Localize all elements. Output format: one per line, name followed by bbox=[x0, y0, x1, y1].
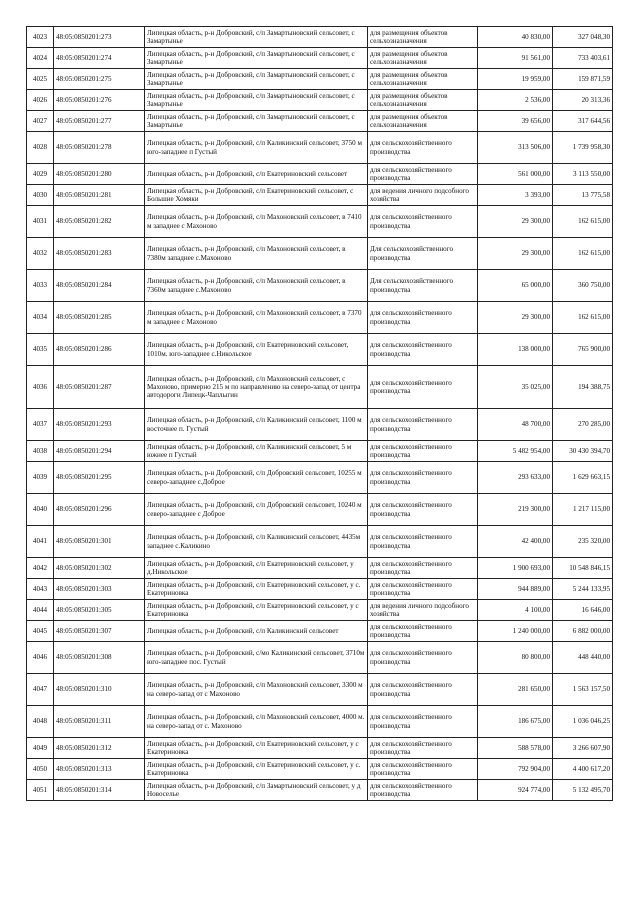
table-row bbox=[27, 111, 613, 132]
permitted-use: для сельскохозяйственного производства bbox=[368, 621, 478, 642]
address: Липецкая область, р-н Добровский, с/п Добровский сельсовет, 10255 м северо-западнее с.Доброе bbox=[145, 462, 368, 494]
table-row bbox=[27, 526, 613, 558]
address: Липецкая область, р-н Добровский, с/п Махоновский сельсовет, в 7370 м западнее с Махоново bbox=[145, 302, 368, 334]
row-number: 4046 bbox=[27, 642, 54, 674]
permitted-use: для сельскохозяйственного производства bbox=[368, 579, 478, 600]
cadastral-number: 48:05:0850201:303 bbox=[54, 579, 145, 600]
permitted-use: Для сельскохозяйственного производства bbox=[368, 270, 478, 302]
address: Липецкая область, р-н Добровский, с/п Махоновский сельсовет, 4000 м. на северо-запад от с. Махоново bbox=[145, 706, 368, 738]
cadastral-number: 48:05:0850201:301 bbox=[54, 526, 145, 558]
cadastral-number: 48:05:0850201:274 bbox=[54, 48, 145, 69]
cadastral-number: 48:05:0850201:314 bbox=[54, 780, 145, 801]
cadastral-cost: 733 403,61 bbox=[553, 48, 613, 69]
table-row bbox=[27, 759, 613, 780]
address: Липецкая область, р-н Добровский, с/п Замартыновский сельсовет, с Замартынье bbox=[145, 48, 368, 69]
area-value: 80 800,00 bbox=[478, 642, 553, 674]
area-value: 40 830,00 bbox=[478, 27, 553, 48]
cadastral-number: 48:05:0850201:295 bbox=[54, 462, 145, 494]
row-number: 4032 bbox=[27, 238, 54, 270]
cadastral-cost: 194 388,75 bbox=[553, 366, 613, 409]
cadastral-cost: 162 615,00 bbox=[553, 206, 613, 238]
address: Липецкая область, р-н Добровский, с/п Замартыновский сельсовет, с Замартынье bbox=[145, 111, 368, 132]
permitted-use: для сельскохозяйственного производства bbox=[368, 780, 478, 801]
cadastral-number: 48:05:0850201:277 bbox=[54, 111, 145, 132]
cadastral-number: 48:05:0850201:294 bbox=[54, 441, 145, 462]
address: Липецкая область, р-н Добровский, с/п Екатериновский сельсовет bbox=[145, 164, 368, 185]
cadastral-number: 48:05:0850201:305 bbox=[54, 600, 145, 621]
address: Липецкая область, р-н Добровский, с/мо Каликинский сельсовет, 3710м юго-западнее пос. Густый bbox=[145, 642, 368, 674]
address: Липецкая область, р-н Добровский, с/п Махоновский сельсовет, в 7360м западнее с.Махоново bbox=[145, 270, 368, 302]
row-number: 4039 bbox=[27, 462, 54, 494]
row-number: 4042 bbox=[27, 558, 54, 579]
row-number: 4035 bbox=[27, 334, 54, 366]
cadastral-cost: 1 036 046,25 bbox=[553, 706, 613, 738]
cadastral-cost: 3 113 550,00 bbox=[553, 164, 613, 185]
area-value: 219 300,00 bbox=[478, 494, 553, 526]
area-value: 5 482 954,00 bbox=[478, 441, 553, 462]
table-row bbox=[27, 674, 613, 706]
address: Липецкая область, р-н Добровский, с/п Махоновский сельсовет, в 7410 м западнее с Махоново bbox=[145, 206, 368, 238]
table-row bbox=[27, 441, 613, 462]
cadastral-cost: 13 775,58 bbox=[553, 185, 613, 206]
address: Липецкая область, р-н Добровский, с/п Замартыновский сельсовет, с Замартынье bbox=[145, 90, 368, 111]
table-row bbox=[27, 706, 613, 738]
cadastral-number: 48:05:0850201:275 bbox=[54, 69, 145, 90]
area-value: 29 300,00 bbox=[478, 238, 553, 270]
area-value: 1 900 693,00 bbox=[478, 558, 553, 579]
cadastral-cost: 16 646,00 bbox=[553, 600, 613, 621]
table-row bbox=[27, 558, 613, 579]
address: Липецкая область, р-н Добровский, с/п Екатериновский сельсовет, у с Екатериновка bbox=[145, 600, 368, 621]
table-row bbox=[27, 69, 613, 90]
row-number: 4038 bbox=[27, 441, 54, 462]
row-number: 4024 bbox=[27, 48, 54, 69]
cadastral-cost: 5 132 495,70 bbox=[553, 780, 613, 801]
row-number: 4033 bbox=[27, 270, 54, 302]
permitted-use: для сельскохозяйственного производства bbox=[368, 759, 478, 780]
table-row bbox=[27, 738, 613, 759]
table-row bbox=[27, 132, 613, 164]
cadastral-table bbox=[26, 26, 613, 801]
cadastral-cost: 1 629 663,15 bbox=[553, 462, 613, 494]
table-row bbox=[27, 366, 613, 409]
table-row bbox=[27, 238, 613, 270]
area-value: 1 240 000,00 bbox=[478, 621, 553, 642]
cadastral-cost: 1 563 157,50 bbox=[553, 674, 613, 706]
area-value: 293 633,00 bbox=[478, 462, 553, 494]
permitted-use: для размещения объектов сельхозназначения bbox=[368, 111, 478, 132]
permitted-use: для сельскохозяйственного производства bbox=[368, 334, 478, 366]
area-value: 35 025,00 bbox=[478, 366, 553, 409]
cadastral-cost: 30 430 394,70 bbox=[553, 441, 613, 462]
cadastral-cost: 1 217 115,00 bbox=[553, 494, 613, 526]
cadastral-cost: 765 900,00 bbox=[553, 334, 613, 366]
cadastral-cost: 360 750,00 bbox=[553, 270, 613, 302]
table-row bbox=[27, 462, 613, 494]
area-value: 281 650,00 bbox=[478, 674, 553, 706]
permitted-use: для сельскохозяйственного производства bbox=[368, 706, 478, 738]
row-number: 4036 bbox=[27, 366, 54, 409]
cadastral-number: 48:05:0850201:281 bbox=[54, 185, 145, 206]
cadastral-number: 48:05:0850201:312 bbox=[54, 738, 145, 759]
table-row bbox=[27, 27, 613, 48]
area-value: 138 000,00 bbox=[478, 334, 553, 366]
table-row bbox=[27, 494, 613, 526]
cadastral-cost: 162 615,00 bbox=[553, 302, 613, 334]
row-number: 4026 bbox=[27, 90, 54, 111]
permitted-use: для сельскохозяйственного производства bbox=[368, 206, 478, 238]
area-value: 3 393,00 bbox=[478, 185, 553, 206]
row-number: 4028 bbox=[27, 132, 54, 164]
cadastral-number: 48:05:0850201:273 bbox=[54, 27, 145, 48]
row-number: 4040 bbox=[27, 494, 54, 526]
cadastral-cost: 159 871,59 bbox=[553, 69, 613, 90]
cadastral-cost: 20 313,36 bbox=[553, 90, 613, 111]
cadastral-number: 48:05:0850201:278 bbox=[54, 132, 145, 164]
address: Липецкая область, р-н Добровский, с/п Каликинский сельсовет, 5 м южнее п Густый bbox=[145, 441, 368, 462]
area-value: 48 700,00 bbox=[478, 409, 553, 441]
row-number: 4043 bbox=[27, 579, 54, 600]
cadastral-cost: 270 285,00 bbox=[553, 409, 613, 441]
area-value: 944 889,00 bbox=[478, 579, 553, 600]
table-row bbox=[27, 90, 613, 111]
cadastral-number: 48:05:0850201:313 bbox=[54, 759, 145, 780]
area-value: 39 656,00 bbox=[478, 111, 553, 132]
area-value: 186 675,00 bbox=[478, 706, 553, 738]
cadastral-number: 48:05:0850201:280 bbox=[54, 164, 145, 185]
address: Липецкая область, р-н Добровский, с/п Добровский сельсовет, 10240 м северо-западнее с Доброе bbox=[145, 494, 368, 526]
address: Липецкая область, р-н Добровский, с/п Екатериновский сельсовет, у с. Екатериновка bbox=[145, 759, 368, 780]
row-number: 4037 bbox=[27, 409, 54, 441]
area-value: 313 506,00 bbox=[478, 132, 553, 164]
row-number: 4025 bbox=[27, 69, 54, 90]
permitted-use: для размещения объектов сельхозназначения bbox=[368, 27, 478, 48]
cadastral-number: 48:05:0850201:287 bbox=[54, 366, 145, 409]
row-number: 4041 bbox=[27, 526, 54, 558]
area-value: 19 959,00 bbox=[478, 69, 553, 90]
cadastral-number: 48:05:0850201:286 bbox=[54, 334, 145, 366]
cadastral-number: 48:05:0850201:311 bbox=[54, 706, 145, 738]
row-number: 4044 bbox=[27, 600, 54, 621]
permitted-use: для ведения личного подсобного хозяйства bbox=[368, 600, 478, 621]
permitted-use: для размещения объектов сельхозназначения bbox=[368, 69, 478, 90]
row-number: 4031 bbox=[27, 206, 54, 238]
row-number: 4034 bbox=[27, 302, 54, 334]
cadastral-cost: 6 882 000,00 bbox=[553, 621, 613, 642]
permitted-use: для сельскохозяйственного производства bbox=[368, 494, 478, 526]
table-row bbox=[27, 780, 613, 801]
address: Липецкая область, р-н Добровский, с/п Екатериновский сельсовет, 1010м. юго-западнее с.Никольское bbox=[145, 334, 368, 366]
address: Липецкая область, р-н Добровский, с/п Махоновский сельсовет, с Махоново, примерно 215 м по направлению на северо-запад от центра автодороги Липецк-Чаплыгин bbox=[145, 366, 368, 409]
row-number: 4051 bbox=[27, 780, 54, 801]
area-value: 792 904,00 bbox=[478, 759, 553, 780]
address: Липецкая область, р-н Добровский, с/п Екатериновский сельсовет, у с. Екатериновка bbox=[145, 579, 368, 600]
address: Липецкая область, р-н Добровский, с/п Екатериновский сельсовет, у с Екатериновка bbox=[145, 738, 368, 759]
cadastral-number: 48:05:0850201:310 bbox=[54, 674, 145, 706]
table-row bbox=[27, 334, 613, 366]
address: Липецкая область, р-н Добровский, с/п Махоновский сельсовет, 3300 м на северо-запад от с Махоново bbox=[145, 674, 368, 706]
area-value: 561 000,00 bbox=[478, 164, 553, 185]
table-row bbox=[27, 579, 613, 600]
permitted-use: для сельскохозяйственного производства bbox=[368, 366, 478, 409]
cadastral-cost: 448 440,00 bbox=[553, 642, 613, 674]
cadastral-number: 48:05:0850201:293 bbox=[54, 409, 145, 441]
address: Липецкая область, р-н Добровский, с/п Каликинский сельсовет, 3750 м юго-западнее п Густый bbox=[145, 132, 368, 164]
row-number: 4049 bbox=[27, 738, 54, 759]
address: Липецкая область, р-н Добровский, с/п Каликинский сельсовет, 1100 м восточнее п. Густый bbox=[145, 409, 368, 441]
row-number: 4029 bbox=[27, 164, 54, 185]
cadastral-number: 48:05:0850201:308 bbox=[54, 642, 145, 674]
permitted-use: для размещения объектов сельхозназначения bbox=[368, 48, 478, 69]
row-number: 4048 bbox=[27, 706, 54, 738]
table-body bbox=[27, 27, 613, 801]
cadastral-cost: 162 615,00 bbox=[553, 238, 613, 270]
permitted-use: для сельскохозяйственного производства bbox=[368, 642, 478, 674]
area-value: 924 774,00 bbox=[478, 780, 553, 801]
address: Липецкая область, р-н Добровский, с/п Каликинский сельсовет, 4435м западнее с.Каликино bbox=[145, 526, 368, 558]
area-value: 29 300,00 bbox=[478, 206, 553, 238]
area-value: 4 100,00 bbox=[478, 600, 553, 621]
cadastral-cost: 1 739 958,30 bbox=[553, 132, 613, 164]
table-row bbox=[27, 621, 613, 642]
address: Липецкая область, р-н Добровский, с/п Махоновский сельсовет, в 7380м западнее с.Махоново bbox=[145, 238, 368, 270]
row-number: 4050 bbox=[27, 759, 54, 780]
row-number: 4045 bbox=[27, 621, 54, 642]
cadastral-cost: 5 244 133,95 bbox=[553, 579, 613, 600]
permitted-use: для сельскохозяйственного производства bbox=[368, 674, 478, 706]
permitted-use: для сельскохозяйственного производства bbox=[368, 441, 478, 462]
address: Липецкая область, р-н Добровский, с/п Замартыновский сельсовет, с Замартынье bbox=[145, 69, 368, 90]
table-row bbox=[27, 270, 613, 302]
row-number: 4023 bbox=[27, 27, 54, 48]
cadastral-cost: 317 644,56 bbox=[553, 111, 613, 132]
cadastral-number: 48:05:0850201:284 bbox=[54, 270, 145, 302]
address: Липецкая область, р-н Добровский, с/п Замартыновский сельсовет, с Замартынье bbox=[145, 27, 368, 48]
table-row bbox=[27, 48, 613, 69]
cadastral-cost: 4 400 617,20 bbox=[553, 759, 613, 780]
permitted-use: для сельскохозяйственного производства bbox=[368, 164, 478, 185]
area-value: 29 300,00 bbox=[478, 302, 553, 334]
table-row bbox=[27, 642, 613, 674]
area-value: 2 536,00 bbox=[478, 90, 553, 111]
table-row bbox=[27, 206, 613, 238]
cadastral-number: 48:05:0850201:285 bbox=[54, 302, 145, 334]
permitted-use: для сельскохозяйственного производства bbox=[368, 526, 478, 558]
permitted-use: для сельскохозяйственного производства bbox=[368, 302, 478, 334]
table-row bbox=[27, 302, 613, 334]
permitted-use: для сельскохозяйственного производства bbox=[368, 462, 478, 494]
address: Липецкая область, р-н Добровский, с/п Каликинский сельсовет bbox=[145, 621, 368, 642]
permitted-use: Для сельскохозяйственного производства bbox=[368, 238, 478, 270]
address: Липецкая область, р-н Добровский, с/п Екатериновский сельсовет, с Большие Хомяки bbox=[145, 185, 368, 206]
permitted-use: для сельскохозяйственного производства bbox=[368, 132, 478, 164]
area-value: 91 561,00 bbox=[478, 48, 553, 69]
row-number: 4030 bbox=[27, 185, 54, 206]
cadastral-number: 48:05:0850201:302 bbox=[54, 558, 145, 579]
permitted-use: для сельскохозяйственного производства bbox=[368, 409, 478, 441]
address: Липецкая область, р-н Добровский, с/п Замартыновский сельсовет, у д Новоселье bbox=[145, 780, 368, 801]
address: Липецкая область, р-н Добровский, с/п Екатериновский сельсовет, у д.Никольское bbox=[145, 558, 368, 579]
cadastral-number: 48:05:0850201:296 bbox=[54, 494, 145, 526]
table-row bbox=[27, 185, 613, 206]
table-row bbox=[27, 600, 613, 621]
cadastral-cost: 10 548 846,15 bbox=[553, 558, 613, 579]
area-value: 588 578,00 bbox=[478, 738, 553, 759]
permitted-use: для размещения объектов сельхозназначения bbox=[368, 90, 478, 111]
cadastral-number: 48:05:0850201:283 bbox=[54, 238, 145, 270]
table-row bbox=[27, 164, 613, 185]
permitted-use: для ведения личного подсобного хозяйства bbox=[368, 185, 478, 206]
cadastral-number: 48:05:0850201:276 bbox=[54, 90, 145, 111]
row-number: 4047 bbox=[27, 674, 54, 706]
permitted-use: для сельскохозяйственного производства bbox=[368, 738, 478, 759]
cadastral-cost: 235 320,00 bbox=[553, 526, 613, 558]
permitted-use: для сельскохозяйственного производства bbox=[368, 558, 478, 579]
area-value: 65 000,00 bbox=[478, 270, 553, 302]
row-number: 4027 bbox=[27, 111, 54, 132]
cadastral-number: 48:05:0850201:307 bbox=[54, 621, 145, 642]
cadastral-cost: 3 266 607,90 bbox=[553, 738, 613, 759]
area-value: 42 400,00 bbox=[478, 526, 553, 558]
cadastral-number: 48:05:0850201:282 bbox=[54, 206, 145, 238]
table-row bbox=[27, 409, 613, 441]
cadastral-cost: 327 048,30 bbox=[553, 27, 613, 48]
